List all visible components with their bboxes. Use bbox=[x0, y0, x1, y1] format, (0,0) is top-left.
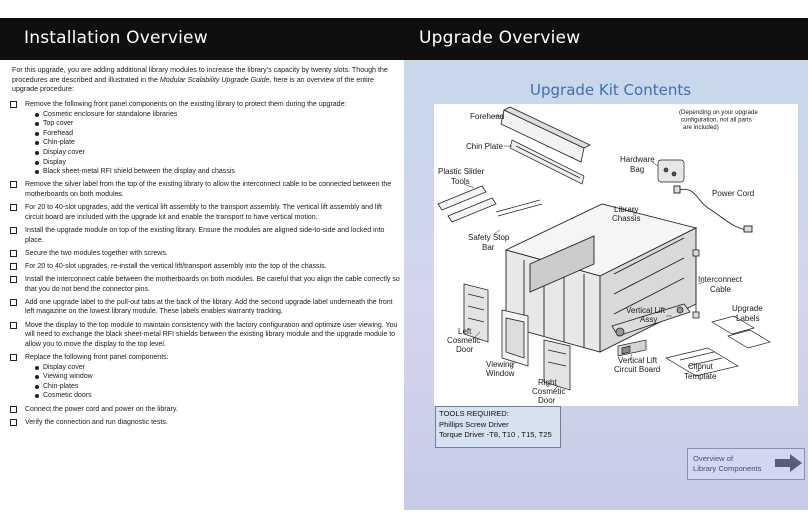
label-hardware-bag: Hardware Bag bbox=[620, 155, 655, 174]
kit-note: (Depending on your upgrade configuration, not all parts are included) bbox=[679, 109, 758, 131]
label-vertical-lift-circuit-board: Vertical Lift Circuit Board bbox=[614, 356, 661, 374]
hardware-bag-part bbox=[658, 160, 684, 182]
library-chassis-part bbox=[506, 204, 696, 352]
procedure-step-text: Install the upgrade module on top of the existing library. Ensure the modules are aligned side-to-side and locked into place. bbox=[25, 226, 385, 244]
procedure-step-text: For 20 to 40-slot upgrades, add the vertical lift assembly to the transport assembly. The vertical lift assembly and lift circuit board are included with the upgrade kit and enable the transport to have vertical motion. bbox=[25, 204, 382, 221]
procedure-step-text: For 20 to 40-slot upgrades, re-install the vertical lift/transport assembly into the top of the chassis. bbox=[25, 262, 327, 270]
procedure-subitem: Display bbox=[35, 158, 400, 168]
procedure-subitem: Forehead bbox=[35, 129, 400, 139]
tool-item-torque: Torque Driver -T8, T10 , T15, T25 bbox=[439, 430, 552, 439]
label-upgrade-labels: Upgrade Labels bbox=[732, 304, 763, 323]
procedure-subitem: Chin-plates bbox=[35, 382, 400, 392]
procedure-step bbox=[10, 226, 400, 245]
header-bar bbox=[0, 18, 808, 60]
nav-button-label bbox=[693, 454, 761, 474]
procedure-step-text: Secure the two modules together with screws. bbox=[25, 249, 168, 257]
procedure-step-text: Remove the silver label from the top of the existing library to allow the interconnect cable to be connected between the motherboards on both modules. bbox=[25, 181, 392, 198]
procedure-subitem: Display cover bbox=[35, 363, 400, 373]
overview-library-components-button[interactable] bbox=[687, 448, 805, 480]
checkbox-square-icon bbox=[10, 181, 17, 188]
procedure-step bbox=[10, 100, 400, 177]
viewing-window-part bbox=[502, 310, 528, 366]
bottom-margin bbox=[404, 510, 808, 525]
procedure-sublist bbox=[25, 363, 400, 401]
procedure-subitem: Chin-plate bbox=[35, 138, 400, 148]
label-power-cord: Power Cord bbox=[712, 189, 755, 198]
tools-heading: TOOLS REQUIRED: bbox=[439, 409, 509, 418]
procedure-step bbox=[10, 405, 400, 415]
procedure-step-text: Remove the following front panel components on the existing library to protect them during the upgrade: bbox=[25, 101, 347, 108]
installation-overview-title: Installation Overview bbox=[24, 28, 208, 48]
intro-text-2: , here is an overview of the entire upgrade procedure: bbox=[12, 75, 374, 94]
intro-paragraph bbox=[12, 66, 396, 95]
checkbox-square-icon bbox=[10, 250, 17, 257]
tool-item-phillips: Phillips Screw Driver bbox=[439, 419, 509, 429]
procedure-subitem: Cosmetic doors bbox=[35, 391, 400, 401]
checkbox-square-icon bbox=[10, 227, 17, 234]
procedure-step bbox=[10, 203, 400, 222]
label-plastic-slider-tools: Plastic Slider Tools bbox=[438, 167, 485, 186]
plastic-slider-tools bbox=[438, 186, 496, 222]
label-vertical-lift-assy: Vertical Lift Assy bbox=[626, 306, 666, 324]
kit-contents-title: Upgrade Kit Contents bbox=[530, 81, 692, 99]
guide-title: Modular Scalability Upgrade Guide bbox=[159, 75, 270, 84]
checkbox-square-icon bbox=[10, 406, 17, 413]
procedure-subitem: Display cover bbox=[35, 148, 400, 158]
procedure-step bbox=[10, 298, 400, 317]
arrow-right-icon bbox=[775, 454, 803, 472]
checkbox-square-icon bbox=[10, 419, 17, 426]
procedure-step bbox=[10, 353, 400, 401]
checkbox-square-icon bbox=[10, 276, 17, 283]
label-library-chassis: Library Chassis bbox=[612, 205, 641, 223]
checkbox-square-icon bbox=[10, 101, 17, 108]
procedure-step-text: Install the interconnect cable between the motherboards on both modules. Be careful that you align the cable correctly so that you do not bend the connector pins. bbox=[25, 276, 400, 293]
procedure-step bbox=[10, 275, 400, 294]
procedure-subitem: Top cover bbox=[35, 119, 400, 129]
kit-illustration bbox=[434, 104, 798, 406]
label-right-cosmetic-door: Right Cosmetic Door bbox=[532, 378, 566, 405]
procedure-step-text: Move the display to the top module to maintain consistency with the factory configuration and optimize user viewing. You will need to exchange the black sheet-metal RFI shields between the existing library module and the upgrade module to allow you to move the display to the top level. bbox=[25, 321, 398, 348]
intro-text-1: For this upgrade, you are adding additional library modules to increase the library's capacity by twenty slots. Though the procedures are described and illustrated in the bbox=[12, 66, 388, 84]
label-safety-stop-bar: Safety Stop Bar bbox=[468, 233, 510, 252]
checkbox-square-icon bbox=[10, 204, 17, 211]
kit-contents-diagram bbox=[434, 104, 798, 406]
procedure-step bbox=[10, 418, 400, 428]
nav-label-line1: Overview of bbox=[693, 454, 734, 463]
procedure-subitem: Viewing window bbox=[35, 372, 400, 382]
procedure-step-text: Connect the power cord and power on the library. bbox=[25, 405, 178, 413]
procedure-subitem: Black sheet-metal RFI shield between the display and chassis bbox=[35, 167, 400, 177]
checkbox-square-icon bbox=[10, 322, 17, 329]
nav-label-line2: Library Components bbox=[693, 464, 762, 473]
label-left-cosmetic-door: Left Cosmetic Door bbox=[447, 327, 481, 354]
label-interconnect-cable: Interconnect Cable bbox=[698, 275, 743, 294]
upgrade-overview-title: Upgrade Overview bbox=[419, 28, 581, 48]
checkbox-square-icon bbox=[10, 299, 17, 306]
vertical-lift-circuit-board-part bbox=[618, 340, 646, 356]
checkbox-square-icon bbox=[10, 354, 17, 361]
procedure-step bbox=[10, 180, 400, 199]
procedure-step bbox=[10, 249, 400, 259]
procedure-step-text: Verify the connection and run diagnostic tests. bbox=[25, 418, 168, 426]
forehead-part bbox=[501, 107, 590, 162]
procedure-list bbox=[10, 100, 400, 431]
procedure-step-text: Replace the following front panel components: bbox=[25, 354, 169, 361]
label-chin-plate: Chin Plate bbox=[466, 142, 503, 151]
label-clipnut-template: Clipnut Template bbox=[684, 362, 717, 381]
tools-required-box bbox=[435, 406, 561, 448]
safety-stop-bar-part bbox=[496, 200, 542, 216]
procedure-step-text: Add one upgrade label to the pull-out tabs at the back of the library. Add the second upgrade label underneath the front left magazine on the lowest library module. These labels enables warranty tracking. bbox=[25, 298, 393, 316]
label-forehead: Forehead bbox=[470, 112, 505, 121]
procedure-step bbox=[10, 262, 400, 272]
label-viewing-window: Viewing Window bbox=[486, 360, 515, 378]
procedure-subitem: Cosmetic enclosure for standalone libraries bbox=[35, 110, 400, 120]
procedure-step bbox=[10, 321, 400, 350]
top-margin bbox=[0, 0, 808, 18]
checkbox-square-icon bbox=[10, 263, 17, 270]
procedure-sublist bbox=[25, 110, 400, 177]
